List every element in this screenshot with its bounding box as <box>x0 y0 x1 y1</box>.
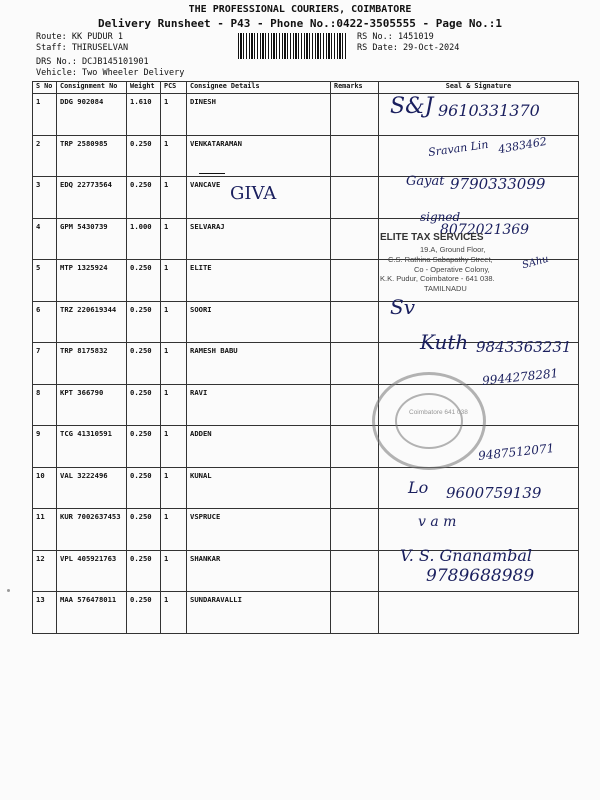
table-row <box>33 301 579 343</box>
cell-weight: 0.250 <box>127 426 161 468</box>
cell-consignee: ADDEN <box>187 426 331 468</box>
cell-consignee: RAMESH BABU <box>187 343 331 385</box>
cell-consignee: DINESH <box>187 94 331 136</box>
consignee-strikethrough <box>199 173 225 174</box>
cell-sno: 12 <box>33 550 57 592</box>
cell-remarks <box>331 426 379 468</box>
cell-weight: 0.250 <box>127 177 161 219</box>
cell-weight: 0.250 <box>127 260 161 302</box>
stamp-elite-line1: 19.A, Ground Floor, <box>420 245 486 254</box>
rs-date: RS Date: 29-Oct-2024 <box>357 43 460 53</box>
cell-weight: 1.000 <box>127 218 161 260</box>
handwriting-row2: 4383462 <box>497 134 548 157</box>
table-row <box>33 384 579 426</box>
handwriting-row1: 9610331370 <box>438 101 540 120</box>
table-header-row <box>33 82 579 94</box>
signature-row3: Gayat <box>406 174 445 189</box>
col-header-consignee: Consignee Details <box>187 82 331 94</box>
cell-consignee: ELITE <box>187 260 331 302</box>
cell-consignee: RAVI <box>187 384 331 426</box>
scan-speck <box>7 589 10 592</box>
cell-remarks <box>331 509 379 551</box>
cell-sno: 9 <box>33 426 57 468</box>
cell-pcs: 1 <box>161 135 187 177</box>
cell-consignee: VSPRUCE <box>187 509 331 551</box>
signature-row5: SAhu <box>521 253 550 272</box>
signature-row1: S&J <box>390 94 434 119</box>
cell-remarks <box>331 135 379 177</box>
table-row <box>33 509 579 551</box>
cell-signature <box>379 509 579 551</box>
table-row <box>33 135 579 177</box>
signature-row7: Kuth <box>420 330 469 354</box>
runsheet-title: Delivery Runsheet - P43 - Phone No.:0422-3505555 - Page No.:1 <box>98 17 502 30</box>
cell-sno: 8 <box>33 384 57 426</box>
cell-sno: 6 <box>33 301 57 343</box>
cell-weight: 0.250 <box>127 135 161 177</box>
company-title: THE PROFESSIONAL COURIERS, COIMBATORE <box>188 4 412 15</box>
cell-remarks <box>331 301 379 343</box>
company-round-stamp: Coimbatore 641 038 <box>372 372 486 470</box>
cell-consignee: VANCAVE <box>187 177 331 219</box>
cell-remarks <box>331 218 379 260</box>
cell-consignment: TRP 8175832 <box>57 343 127 385</box>
signature-row13: V. S. Gnanambal <box>400 546 533 565</box>
cell-remarks <box>331 177 379 219</box>
cell-sno: 3 <box>33 177 57 219</box>
cell-remarks <box>331 94 379 136</box>
route-label: Route: KK PUDUR 1 <box>36 32 123 42</box>
cell-pcs: 1 <box>161 218 187 260</box>
cell-consignee: SOORI <box>187 301 331 343</box>
cell-consignment: TRZ 220619344 <box>57 301 127 343</box>
cell-pcs: 1 <box>161 592 187 634</box>
cell-consignment: TCG 41310591 <box>57 426 127 468</box>
cell-sno: 10 <box>33 467 57 509</box>
cell-pcs: 1 <box>161 177 187 219</box>
col-header-sno: S No <box>33 82 57 94</box>
cell-consignment: KUR 7002637453 <box>57 509 127 551</box>
cell-weight: 0.250 <box>127 509 161 551</box>
col-header-weight: Weight <box>127 82 161 94</box>
cell-pcs: 1 <box>161 509 187 551</box>
cell-consignment: DDG 902084 <box>57 94 127 136</box>
col-header-pcs: PCS <box>161 82 187 94</box>
cell-weight: 0.250 <box>127 592 161 634</box>
cell-consignee: KUNAL <box>187 467 331 509</box>
cell-consignee: VENKATARAMAN <box>187 135 331 177</box>
cell-consignment: GPM 5430739 <box>57 218 127 260</box>
barcode-image <box>238 33 348 59</box>
stamp-elite-title: ELITE TAX SERVICES <box>380 232 484 243</box>
cell-consignment: VAL 3222496 <box>57 467 127 509</box>
cell-consignment: TRP 2580985 <box>57 135 127 177</box>
cell-sno: 1 <box>33 94 57 136</box>
cell-consignment: EDQ 22773564 <box>57 177 127 219</box>
cell-pcs: 1 <box>161 384 187 426</box>
cell-consignment: KPT 366790 <box>57 384 127 426</box>
cell-consignee: SUNDARAVALLI <box>187 592 331 634</box>
cell-pcs: 1 <box>161 467 187 509</box>
handwriting-row13: 9789688989 <box>426 566 535 586</box>
table-row <box>33 592 579 634</box>
col-header-signature: Seal & Signature <box>379 82 579 94</box>
cell-sno: 5 <box>33 260 57 302</box>
cell-consignee: SHANKAR <box>187 550 331 592</box>
stamp-elite-line2: C.S. Rathina Sabapathy Street, <box>388 255 493 264</box>
cell-consignment: VPL 405921763 <box>57 550 127 592</box>
cell-weight: 0.250 <box>127 301 161 343</box>
cell-consignee: SELVARAJ <box>187 218 331 260</box>
cell-weight: 0.250 <box>127 343 161 385</box>
handwriting-row3-phone: 9790333099 <box>450 175 546 193</box>
col-header-consignment: Consignment No <box>57 82 127 94</box>
cell-remarks <box>331 550 379 592</box>
handwriting-row10: 9487512071 <box>477 441 555 463</box>
signature-row11: Lo <box>408 478 429 497</box>
cell-pcs: 1 <box>161 426 187 468</box>
signature-row12: v a m <box>418 514 457 530</box>
cell-sno: 4 <box>33 218 57 260</box>
drs-number: DRS No.: DCJB145101901 <box>36 57 149 67</box>
handwriting-row7: 9843363231 <box>476 338 572 356</box>
cell-weight: 0.250 <box>127 550 161 592</box>
handwriting-row11: 9600759139 <box>446 484 542 502</box>
col-header-remarks: Remarks <box>331 82 379 94</box>
cell-weight: 1.610 <box>127 94 161 136</box>
cell-pcs: 1 <box>161 343 187 385</box>
rs-number: RS No.: 1451019 <box>357 32 434 42</box>
cell-remarks <box>331 343 379 385</box>
vehicle-label: Vehicle: Two Wheeler Delivery <box>36 68 185 78</box>
cell-sno: 2 <box>33 135 57 177</box>
stamp-elite-line3: Co - Operative Colony, <box>414 265 490 274</box>
table-row <box>33 260 579 302</box>
staff-label: Staff: THIRUSELVAN <box>36 43 129 53</box>
cell-remarks <box>331 467 379 509</box>
cell-weight: 0.250 <box>127 467 161 509</box>
signature-row2: Sravan Lin <box>427 137 490 160</box>
cell-consignment: MTP 1325924 <box>57 260 127 302</box>
cell-pcs: 1 <box>161 260 187 302</box>
cell-pcs: 1 <box>161 94 187 136</box>
cell-sno: 11 <box>33 509 57 551</box>
stamp-elite-line4: K.K. Pudur, Coimbatore - 641 038. <box>380 274 495 283</box>
handwriting-row4: 8072021369 <box>440 222 530 238</box>
cell-sno: 13 <box>33 592 57 634</box>
signature-row6: Sv <box>390 295 415 319</box>
handwriting-row8: 9944278281 <box>481 366 559 388</box>
cell-weight: 0.250 <box>127 384 161 426</box>
cell-consignment: MAA 576478011 <box>57 592 127 634</box>
stamp-elite-line5: TAMILNADU <box>424 284 467 293</box>
cell-remarks <box>331 260 379 302</box>
cell-pcs: 1 <box>161 301 187 343</box>
cell-signature <box>379 592 579 634</box>
handwriting-row3-name: GIVA <box>230 183 277 204</box>
cell-remarks <box>331 592 379 634</box>
cell-sno: 7 <box>33 343 57 385</box>
cell-pcs: 1 <box>161 550 187 592</box>
signature-row4: signed <box>420 210 461 224</box>
